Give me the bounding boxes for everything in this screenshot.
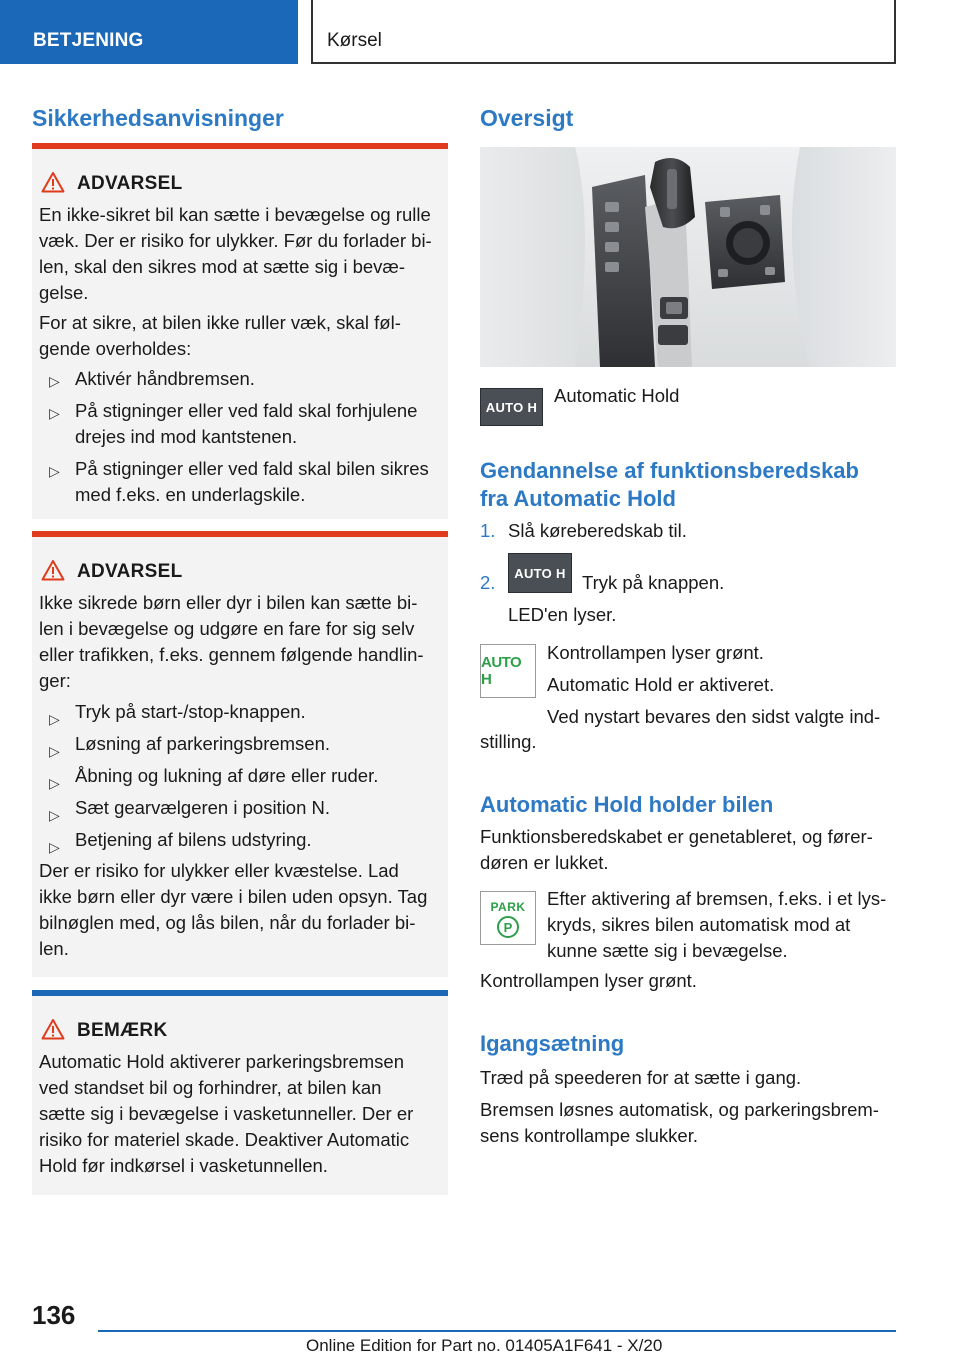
indicator-text-tail: stilling. [480, 731, 537, 752]
bullet-icon: ▷ [49, 775, 60, 791]
bullet-icon: ▷ [49, 405, 60, 421]
bullet-icon: ▷ [49, 711, 60, 727]
bullet-icon: ▷ [49, 743, 60, 759]
safety-heading: Sikkerhedsanvisninger [32, 105, 284, 131]
hold-heading: Automatic Hold holder bilen [480, 792, 774, 817]
list-item: Betjening af bilens udstyring. [75, 829, 312, 850]
list-item: Løsning af parkeringsbremsen. [75, 733, 331, 754]
list-item: Sæt gearvælgeren i position N. [75, 797, 331, 818]
section-tab [0, 0, 298, 64]
bullet-icon: ▷ [49, 463, 60, 479]
warning-title: ADVARSEL [77, 173, 183, 194]
start-text-2: Bremsen løsnes automatisk, og parkeringsbrem- sens kontrollampe slukker. [480, 1099, 879, 1146]
list-item: På stigninger eller ved fald skal forhjulene drejes ind mod kantstenen. [75, 400, 418, 447]
indicator-text: Kontrollampen lyser grønt. Automatic Hold er aktiveret. Ved nystart bevares den sidst valgte ind- [547, 642, 881, 727]
park-text: Efter aktivering af bremsen, f.eks. i et lys- kryds, sikres bilen automatisk mod at kunne sætte sig i bevægelse. [547, 888, 887, 961]
warning-triangle-icon [41, 171, 65, 193]
bullet-icon: ▷ [49, 373, 60, 389]
warning-text: En ikke-sikret bil kan sætte i bevægelse og rulle væk. Der er risiko for ulykker. Før du forlader bi- len, skal den sikres mod at sætte sig i bevæ- gelse. [39, 204, 432, 303]
note-text: Automatic Hold aktiverer parkeringsbremsen ved standset bil og forhindrer, at bilen kan sætte sig i bevægelse i vasketunneller. Der er risiko for materiel skade. Deaktiver Automatic Hold før indkørsel i vasketunnellen. [39, 1051, 414, 1176]
auto-h-button-icon: AUTO H [508, 553, 572, 593]
warning-bar [32, 531, 448, 537]
note-bar [32, 990, 448, 996]
center-console-photo [480, 147, 896, 367]
auto-h-indicator-icon: AUTO H [480, 644, 536, 698]
list-item: Åbning og lukning af døre eller ruder. [75, 765, 379, 786]
park-text-tail: Kontrollampen lyser grønt. [480, 970, 697, 991]
warning-bar [32, 143, 448, 149]
park-indicator-icon: PARK P [480, 891, 536, 945]
bullet-icon: ▷ [49, 839, 60, 855]
warning-triangle-icon [41, 559, 65, 581]
overview-heading: Oversigt [480, 105, 574, 131]
step-number: 2. [480, 572, 496, 593]
list-item: Aktivér håndbremsen. [75, 368, 255, 389]
warning-text-2: For at sikre, at bilen ikke ruller væk, skal føl- gende overholdes: [39, 312, 401, 359]
chapter-title: Kørsel [327, 30, 382, 51]
bullet-icon: ▷ [49, 807, 60, 823]
list-item: På stigninger eller ved fald skal bilen sikres med f.eks. en underlagskile. [75, 458, 429, 505]
console-illustration [480, 147, 896, 367]
start-text-1: Træd på speederen for at sætte i gang. [480, 1067, 802, 1088]
page-number: 136 [32, 1300, 76, 1330]
section-title: BETJENING [33, 30, 144, 51]
step-number: 1. [480, 520, 496, 541]
auto-h-label: Automatic Hold [554, 385, 680, 406]
auto-h-icon: AUTO H [480, 388, 543, 426]
footer-edition: Online Edition for Part no. 01405A1F641 - X/20 [306, 1336, 663, 1355]
warning-title: ADVARSEL [77, 561, 183, 582]
warning-triangle-icon [41, 1018, 65, 1040]
restore-heading: Gendannelse af funktionsberedskab fra Automatic Hold [480, 458, 859, 511]
note-box [32, 990, 448, 1195]
hold-text: Funktionsberedskabet er genetableret, og fører- døren er lukket. [480, 826, 873, 873]
start-heading: Igangsætning [480, 1031, 625, 1056]
warning-text: Ikke sikrede børn eller dyr i bilen kan sætte bi- len i bevægelse og udgøre en fare for sig selv eller trafikken, f.eks. gennem følgende handlin- ger: [39, 592, 424, 691]
list-item: Tryk på start-/stop-knappen. [75, 701, 306, 722]
warning-box-2 [32, 531, 448, 977]
step-result: LED'en lyser. [508, 604, 617, 625]
step-text: Slå køreberedskab til. [508, 520, 687, 541]
warning-text-2: Der er risiko for ulykker eller kvæstelse. Lad ikke børn eller dyr være i bilen uden opsyn. Tag bilnøglen med, og lås bilen, når du forlader bi- len. [39, 860, 428, 959]
step-text: Tryk på knappen. [582, 572, 725, 593]
note-title: BEMÆRK [77, 1020, 168, 1041]
chapter-tab [311, 0, 896, 64]
warning-box-1 [32, 143, 448, 519]
footer-rule [98, 1330, 896, 1332]
